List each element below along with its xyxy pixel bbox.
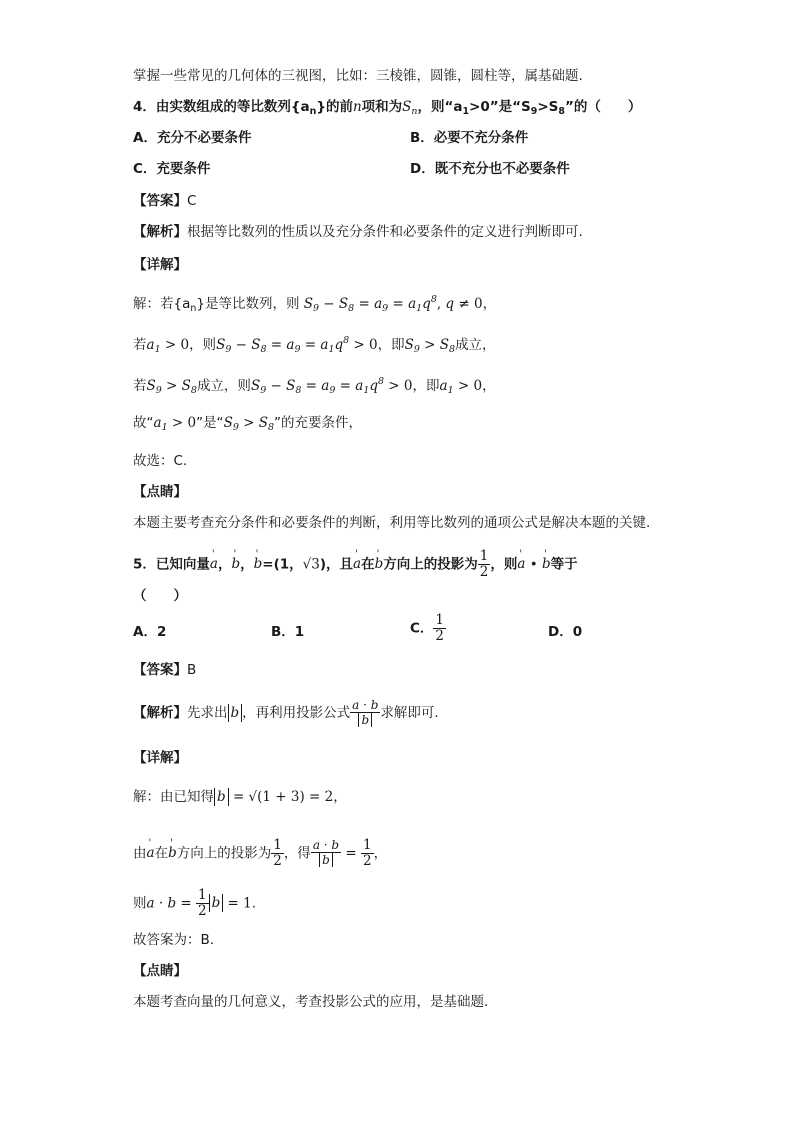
q5-option-b: B．1 [271, 624, 305, 640]
q5-conclusion: 故答案为：B. [133, 932, 215, 948]
q4-option-b: B．必要不充分条件 [410, 130, 529, 146]
q4-option-d: D．既不充分也不必要条件 [410, 161, 570, 177]
q4-stem: 4．由实数组成的等比数列$\{a_n\}$的前n项和为$S_n$，则“$a_1>0$”是“$S_9>S_8$”的（ ） [133, 99, 642, 117]
q4-option-a: A．充分不必要条件 [133, 130, 252, 146]
q5-option-d: D．0 [548, 624, 583, 640]
q4-option-c: C．充要条件 [133, 161, 211, 177]
q4-analysis: 【解析】根据等比数列的性质以及充分条件和必要条件的定义进行判断即可. [133, 224, 583, 240]
q4-solution-line-2: 若$a_1 > 0$，则$S_9 - S_8 = a_9 = a_1q^8 > 0$，即$S_9 > S_8$成立， [133, 335, 496, 355]
q5-solution-line-2: 由' a在' b方向上的投影为 $\frac{1}{2}$ ，得 $\frac{a \cdot b}{b}$ = $\frac{1}{2}$ ， [133, 838, 387, 869]
q4-solution-line-1: 解：若$\{a_n\}$是等比数列，则 $S_9 - S_8 = a_9 = a_1q^8$, q ≠ 0， [133, 294, 497, 314]
q4-solution-line-4: 故“$a_1 > 0$”是“$S_9 > S_8$”的充要条件， [133, 415, 362, 433]
q5-option-c: C． $\frac{1}{2}$ [410, 612, 445, 644]
q5-analysis: 【解析】先求出 b ，再利用投影公式 $\frac{a \cdot b}{b}$ 求解即可. [133, 698, 439, 728]
q4-comment: 本题主要考查充分条件和必要条件的判断，利用等比数列的通项公式是解决本题的关键. [133, 515, 651, 531]
q5-answer: 【答案】B [133, 662, 197, 678]
q5-option-a: A．2 [133, 624, 167, 640]
q5-comment-heading: 【点睛】 [133, 963, 187, 979]
q4-answer: 【答案】C [133, 193, 197, 209]
q4-detail-heading: 【详解】 [133, 257, 187, 273]
q4-conclusion: 故选：C. [133, 453, 188, 469]
q5-comment: 本题考查向量的几何意义，考查投影公式的应用，是基础题. [133, 994, 489, 1010]
q4-solution-line-3: 若$S_9 > S_8$成立，则$S_9 - S_8 = a_9 = a_1q^8 > 0$，即$a_1 > 0$， [133, 376, 496, 396]
intro-line: 掌握一些常见的几何体的三视图，比如：三棱锥，圆锥，圆柱等，属基础题. [133, 68, 583, 84]
q5-paren: （ ） [133, 588, 187, 604]
q4-comment-heading: 【点睛】 [133, 484, 187, 500]
q5-solution-line-1: 解：由已知得 b = √(1 + 3) = 2， [133, 789, 347, 805]
q5-stem: 5．已知向量' a，' b，' b=(1，√3)，且' a在' b方向上的投影为 $\frac{1}{2}$ ，则' a • ' b等于 [133, 549, 578, 580]
q5-detail-heading: 【详解】 [133, 750, 187, 766]
q5-solution-line-3: 则a · b = $\frac{1}{2}$ b = 1. [133, 887, 257, 919]
